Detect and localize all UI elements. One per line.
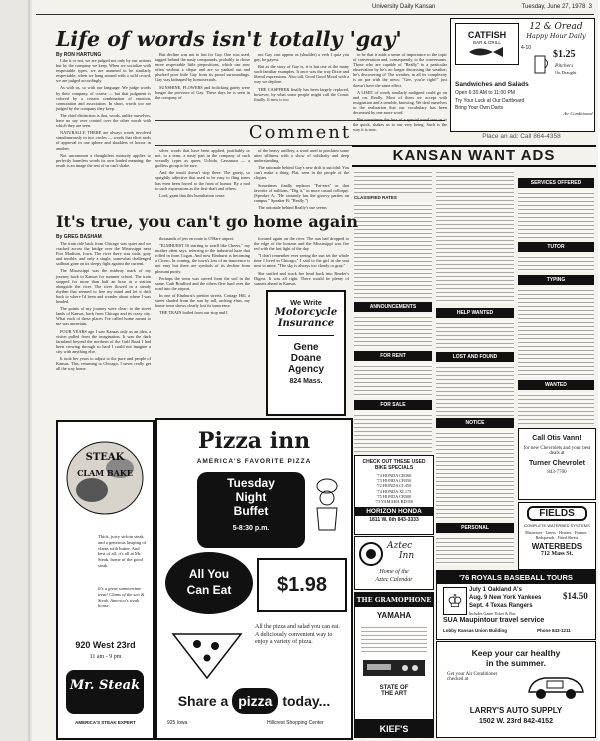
- honda-address: 1811 W. 6th 843-3333: [369, 517, 419, 524]
- state-of-art2: THE ART: [381, 691, 407, 697]
- paragraph: It took her years to adjust to the pace and people of Kansas. This, returning to Chicago, I never really get all the way home.: [56, 355, 151, 372]
- gramophone-kiefs-ad: [354, 592, 434, 741]
- paragraph: THE CASPFRER finally has been largely replaced, however, by what some people might call the Comic finally. It now is too: [254, 86, 349, 102]
- larry-headline1: Keep your car healthy: [471, 648, 561, 658]
- honda-model: '73 YAMAHA RD350: [374, 499, 414, 505]
- stereo-receiver-icon: [361, 656, 427, 680]
- larry-address: 1502 W. 23rd 842-4152: [479, 718, 553, 725]
- paragraph: "I don't remember ever seeing the sun set the whole time I lived in Chicago," I said to the girl in the seat next to mine. "The sky is always too cloudy or gray.": [254, 253, 349, 269]
- beer-pitcher-icon: [533, 53, 551, 75]
- help-wanted-text: [436, 320, 514, 350]
- date-text: Tuesday, June 27, 1978: [521, 4, 586, 10]
- aztec-inn-ad: [354, 536, 434, 590]
- paragraph: thousands of jets en route to O'Hare airport.: [159, 236, 235, 241]
- buffet-night: Night: [235, 490, 267, 504]
- fields-address: 712 Mass St.: [540, 551, 574, 557]
- royals-tours-ad: [436, 570, 596, 640]
- rates-table: [354, 202, 432, 298]
- kiefs-name: KIEF'S: [379, 724, 409, 734]
- sua-travel: SUA Maupintour travel service: [443, 617, 545, 624]
- sua-address: Lobby Kansas Union Building: [443, 628, 507, 633]
- clam-bake-label: CLAM BAKE: [77, 468, 133, 478]
- paragraph: NATURALLY, THERE are always words involved simultaneously in two circles — words that elicit nods of approval in one sphere and shudders of horror in another.: [56, 130, 151, 151]
- catfish-line3: Try Your Luck at Our Dartboard: [455, 98, 525, 104]
- honda-name: HORIZON HONDA: [355, 507, 433, 516]
- kiefs-footer: [355, 719, 433, 741]
- state-of-art1: STATE OF: [379, 685, 409, 691]
- larry-headline2: in the summer.: [486, 658, 546, 668]
- pitchers-label: Pitchers: [555, 63, 574, 69]
- steak-clams-illustration-icon: [62, 428, 148, 528]
- header-rule: [36, 14, 594, 15]
- classifieds-col2-top: [436, 169, 514, 304]
- pizza-chef-icon: [309, 476, 345, 536]
- turner-phone: 843-7700: [547, 470, 567, 475]
- insurance-ad: [266, 290, 346, 416]
- all-you-can-eat-badge: [165, 552, 253, 614]
- section-help-wanted: HELP WANTED: [436, 308, 514, 318]
- happy-hour-block: [521, 22, 591, 40]
- mrsteak-hours: 11 am - 9 pm: [89, 654, 122, 660]
- car-cartoon-icon: [525, 670, 587, 702]
- page-number: 3: [588, 4, 592, 10]
- section-tutor: TUTOR: [518, 242, 594, 252]
- honda-model: '73 HONDA CB350: [376, 478, 412, 484]
- larrys-auto-ad: [436, 641, 596, 738]
- catfish-ad: [450, 18, 595, 132]
- aztec-calendar-icon: [358, 541, 384, 567]
- section-for-rent: FOR RENT: [354, 351, 432, 361]
- facing-page-edge: [0, 0, 33, 741]
- air-conditioned: Air Conditioned: [563, 111, 593, 116]
- buffet-panel: [197, 472, 305, 548]
- buffet-price: $1.98: [257, 558, 347, 612]
- paragraph: But decline was not to last for Gay. One was used, tagged behind the nasty compounds, probably to chose more respectable little prepositions, which can now often without a clique and are so yanked out and plucked poor little Gay from its proud surroundings. Gay was kidnaped by homosexuals.: [155, 52, 250, 83]
- paragraph: The Mississippi was the midway mark of my journey back to Kansas for summer school. The train stopped for more than half an hour at a station alongside the river. The river flowed in a steady rhythm that seemed to free my mind and let it drift back to where I'd been and wonder about where I was headed.: [56, 268, 151, 305]
- pizza-inn-logo: Pizza inn: [197, 428, 311, 454]
- aycu-line1: All You: [188, 567, 230, 581]
- aztec-sub2: Aztec Calendar: [375, 577, 413, 583]
- paragraph: focused again on the river. The sun had dropped to the edge of the horizon and the Mississippi was fire red with the last light of the day.: [254, 236, 349, 252]
- catfish-sub: BAR & GRILL: [473, 40, 501, 45]
- larry-name: LARRY'S AUTO SUPPLY: [469, 706, 563, 715]
- services-text: [518, 190, 594, 238]
- pizza-slogan: AMERICA'S FAVORITE PIZZA: [196, 458, 312, 465]
- ins-line7: 824 Mass.: [289, 378, 323, 385]
- article2-col1: [56, 241, 151, 415]
- otis-text: for new Chevrolets and your best deals at: [523, 446, 591, 456]
- section-typing: TYPING: [518, 275, 594, 285]
- catfish-line4: Bring Your Own Darts: [455, 105, 504, 111]
- paragraph: But as the story of Gay is, it is but one of the many such familiar examples. It once was the way Dixie and liberal expressions. Also tall, Good Good Mood with a way we deplore.: [254, 64, 349, 85]
- pizza-center: Hillcrest Shopping Center: [267, 720, 324, 726]
- section-notice: NOTICE: [436, 418, 514, 428]
- tutor-text: [518, 254, 594, 272]
- turner-name: Turner Chevrolet: [529, 460, 585, 467]
- catfish-name: CATFISH: [467, 30, 507, 40]
- announcements-text: [354, 314, 432, 348]
- ins-line5: Doane: [290, 353, 322, 364]
- sua-phone: Phone 843-1211: [537, 628, 571, 633]
- comment-title: Comment: [248, 122, 352, 143]
- paragraph: And the insult doesn't stop there. The gaiety, so sprightly adjective that used to be easy to fling tones has even been forced to the front of humor. By a nod to such expressions as the first-draft and others.: [155, 170, 250, 191]
- aztec-sub1: Home of the: [379, 569, 409, 575]
- paragraph: The chief distinction is that, words, unlike ourselves, have no say over control over the other words with which they are seen.: [56, 112, 151, 129]
- pizza-address: 925 Iowa: [167, 720, 188, 726]
- happy-sub: Happy Hour Daily: [526, 32, 586, 40]
- happy-title: 12 & Oread: [529, 22, 583, 32]
- mr-steak-ad: [56, 420, 155, 740]
- for-sale-text: [354, 412, 432, 452]
- kiefs-sub: DISCOUNT RECORDS AND STEREO: [365, 737, 423, 741]
- paragraph: A LIMIT of words similarly maligned could go on and on. Really. Most of them we accept with resignation and a tremble, knowing. We deal ourselves to the realization that our vocabulary has been decreased by one more word.: [353, 89, 447, 116]
- paragraph: The rationale behind Gay's new drift is suicidal: You can't make a thing. Flat, seen in the people of the cliques.: [254, 165, 349, 181]
- draught-label: On Draught: [555, 70, 577, 75]
- section-announcements: ANNOUNCEMENTS: [354, 302, 432, 312]
- paragraph: The points of my journey were clear: to the street lands of Kansas, back from Chicago and its crazy city. What each of these places I've called home meant to me was uncertain.: [56, 306, 151, 327]
- mrsteak-logo: [66, 670, 144, 714]
- classified-intro: [354, 169, 432, 193]
- place-ad-line: Place an ad: Call 864-4358: [482, 133, 561, 140]
- mrsteak-brand: Mr. Steak: [69, 678, 141, 693]
- want-ads-title: KANSAN WANT ADS: [352, 145, 596, 167]
- paragraph: FOUR YEARS ago I saw Kansas only as an idea, a vision pulled from the imagination. It was the dark farmland beyond the northern of the Gulf Road I had been crowing through so hard I could not imagine a city with anything else.: [56, 328, 151, 354]
- classified-rates: CLASSIFIED RATES: [354, 195, 397, 200]
- royals-price: $14.50: [563, 591, 588, 601]
- share-pizza-line: [163, 688, 345, 714]
- fields-logo: FIELDS: [527, 506, 587, 521]
- today-word: today...: [282, 693, 331, 709]
- article2-byline: By GREG BASHAM: [56, 234, 102, 240]
- buffet-time: 5-8:30 p.m.: [232, 525, 270, 532]
- page-header: [32, 4, 598, 14]
- mrsteak-extra: It's a great summertime treat! Clams of the sea & Steak. America's steak house.: [98, 586, 145, 609]
- buffet-day: Tuesday: [227, 476, 275, 490]
- paragraph: THE TRAIN boiled from our stop and I: [159, 310, 228, 316]
- fields-waterbeds-ad: [518, 502, 596, 570]
- aycu-line2: Can Eat: [186, 583, 232, 597]
- pizza-slice-icon: [167, 626, 247, 682]
- pitcher-price: $1.25: [553, 49, 576, 60]
- paragraph: But sometimes the loss of a special word cuts us to the quick, shakes us to our very being. Such is the way it is now.: [353, 117, 447, 133]
- pizza-word: pizza: [232, 688, 278, 714]
- aztec-name1: Aztec: [387, 541, 413, 551]
- section-lost-found: LOST AND FOUND: [436, 352, 514, 362]
- ins-line3: Insurance: [277, 318, 335, 329]
- honda-models: [355, 473, 433, 504]
- royals-row: July 1 Oakland A's: [469, 587, 522, 593]
- comment-col2: [254, 148, 349, 213]
- pizza-inn-ad: [155, 418, 353, 740]
- paragraph: Lord, grant that this humiliation cease.: [159, 192, 226, 198]
- happy-hours: 4-10: [521, 45, 532, 51]
- paragraph: to be that it adds a sense of importance to the topic of conversation and, consequently, to the conversants. Those who are capable of "Really" to a particular observation by he's no longer discussing the weather; he's discovering it! The weather, in all its complexity is on par with the news: "Gee, you're right!" just doesn't have the same effect.: [353, 52, 447, 88]
- paragraph: not Gay cast appear as (shudder) a verb I quiz you gay, he gayest.: [254, 52, 349, 63]
- catfish-line1: Sandwiches and Salads: [455, 81, 529, 88]
- larry-text2: checked at: [447, 677, 469, 682]
- article2-col3: [254, 236, 349, 286]
- mrsteak-info: Thick, juicy sirloin steak and a generous heaping of clams with butter. And best of all, it's all at Mr. Steak, home of the good steak.: [98, 534, 147, 568]
- page-fold: [28, 0, 30, 741]
- article1-col1: [56, 58, 151, 213]
- comment-col3: [353, 52, 447, 144]
- article1-col3: [254, 52, 349, 118]
- fields-items: Mattresses · Liners · Heaters · Frames · Bedspreads · Fitted Sheets: [525, 530, 589, 540]
- horizon-honda-ad: [354, 455, 434, 535]
- royals-row: Aug. 9 New York Yankees: [469, 595, 542, 601]
- paragraph: The rationale behind Really's use seems: [258, 204, 327, 210]
- mrsteak-tagline: AMERICA'S STEAK EXPERT: [75, 720, 136, 725]
- ins-line2: Motorcycle: [274, 307, 338, 318]
- typing-text: [518, 287, 594, 377]
- otis-headline: Call Otis Vann!: [532, 435, 582, 442]
- paper-name: University Daily Kansan: [372, 4, 436, 10]
- royals-schedule: [469, 586, 541, 610]
- fields-sub: COMPLETE WATERBED SYSTEMS: [524, 523, 590, 528]
- paragraph: In one of Elmhurst's prettier streets, Cottage Hill, a street shaded from the sun by tall, arching elms, my home town shows clearly lost its innocence.: [155, 292, 250, 309]
- royals-crown-icon: ♔: [443, 587, 467, 615]
- buffet-label: Buffet: [233, 504, 269, 518]
- ins-line6: Agency: [287, 364, 325, 375]
- turner-chevrolet-ad: [518, 428, 596, 500]
- yamaha-label: YAMAHA: [376, 611, 412, 620]
- larry-text1: Get your Air Conditioner: [447, 672, 498, 677]
- ins-line4: Gene: [293, 342, 319, 353]
- section-wanted: WANTED: [518, 380, 594, 390]
- share-word: Share a: [177, 693, 229, 709]
- honda-headline: CHECK OUT THESE USED BIKE SPECIALS: [362, 459, 426, 471]
- article1-col2: [155, 52, 250, 118]
- honda-model: '74 HONDA CB360: [376, 473, 412, 478]
- paragraph: The train ride back from Chicago was quiet and we cracked across the bridge over the Mississippi near Fort Madison, Iowa. The river there was wide, gray and terrible, and only a single, somewhat challenged sailboat gone on its sleepy fight against the current.: [56, 241, 151, 267]
- steak-label: STEAK: [85, 452, 125, 463]
- section-personal: PERSONAL: [436, 523, 514, 533]
- honda-model: '72 HONDA CL450: [376, 483, 412, 489]
- article2-col2: [155, 236, 250, 414]
- gramophone-title: THE GRAMOPHONE: [355, 593, 433, 607]
- paragraph: silver words that have been applied, justifiably or not, to a term, a nasty part in the company of such sexually types as queer, Uchida, Cassasura — a godless group to be sure.: [155, 148, 250, 169]
- royals-title: '76 ROYALS BASEBALL TOURS: [437, 571, 595, 584]
- section-services: SERVICES OFFERED: [518, 178, 594, 188]
- page-date: [522, 4, 592, 10]
- personal-text: [436, 535, 514, 565]
- stereo-specs: [361, 624, 427, 652]
- paragraph: She smiled and stuck her head back into Reader's Digest. It was all right. There would be plenty of sunsets ahead in Kansas.: [254, 270, 349, 286]
- paragraph: As with us, so with our language. We judge words by their company, of course — but that judgment is colored by a certain combination of emotion, connotation and association. In short, words too are judged by the company they keep.: [56, 85, 151, 111]
- honda-model: '75 HONDA CB500: [376, 493, 412, 499]
- article1-byline: By RON HARTUNG: [56, 52, 102, 58]
- paragraph: Perhaps the town was carved from the soil in the same. Cath Bradford and the others flew hard over the road into the airport.: [155, 275, 250, 291]
- comment-col1: [155, 148, 250, 213]
- paragraph: SUNSHINE, FLOWERS and frolicking gaiety were longer the province of Gay. These days he is seen in the company of: [155, 84, 250, 100]
- catfish-line2: Open 6:30 AM to 11:00 PM: [455, 90, 515, 96]
- wanted-text: [518, 392, 594, 424]
- mrsteak-address: 920 West 23rd: [75, 640, 136, 650]
- article1-headline: Life of words isn't totally 'gay': [56, 27, 402, 51]
- catfish-logo: [455, 23, 519, 65]
- fish-icon: [467, 45, 507, 59]
- lost-found-text: [436, 364, 514, 416]
- paragraph: Like it or not, we are judged not only by our actions but by the company we keep. When we socialize with respectable types, we are assumed to be similarly respectable; when we hang around with a wild crowd, we are judged accordingly.: [56, 58, 151, 84]
- paragraph: Sometimes finally replaces "Fat-ears" or that favorite of millions, "Dig it," in more casual colloquy. (Speaker A: "He certainly has the groovy parties on campus." Speaker B: "Really."): [254, 182, 349, 203]
- royals-includes: Includes Game Ticket & Bus: [469, 611, 516, 616]
- article2-headline: It's true, you can't go home again: [56, 212, 358, 231]
- paragraph: of the heavy artillery, a word used to proclaim some utter silliness with a show of solidarity and deep understanding.: [254, 148, 349, 164]
- pizza-description: All the pizza and salad you can eat. A deliciously convenient way to enjoy a variety of pizza.: [255, 624, 340, 645]
- honda-model: '74 HONDA XL175: [376, 488, 412, 494]
- for-rent-text: [354, 363, 432, 397]
- ins-line1: We Write: [290, 298, 322, 307]
- waterbeds-label: WATERBEDS: [531, 542, 583, 551]
- paragraph: Not uncommon a thoughtless minority applies to perfectly harmless words its own loaded meaning; the result is an image the rest of us can't shake.: [56, 152, 151, 168]
- newspaper-page: [32, 0, 598, 741]
- royals-row: Sept. 4 Texas Rangers: [469, 603, 533, 609]
- aztec-name2: Inn: [399, 551, 415, 561]
- notice-text: [436, 430, 514, 520]
- section-for-sale: FOR SALE: [354, 400, 432, 410]
- paragraph: "ELMHURST IS starting to smell like Cheers," my mother often says, referring to the industrial haze that rolled in from Cogan. And now Elmhurst is becoming a Cicero. In coming, the town's loss of an innocence is not easy but there are symbols of its decline from pleasant purity.: [155, 243, 250, 274]
